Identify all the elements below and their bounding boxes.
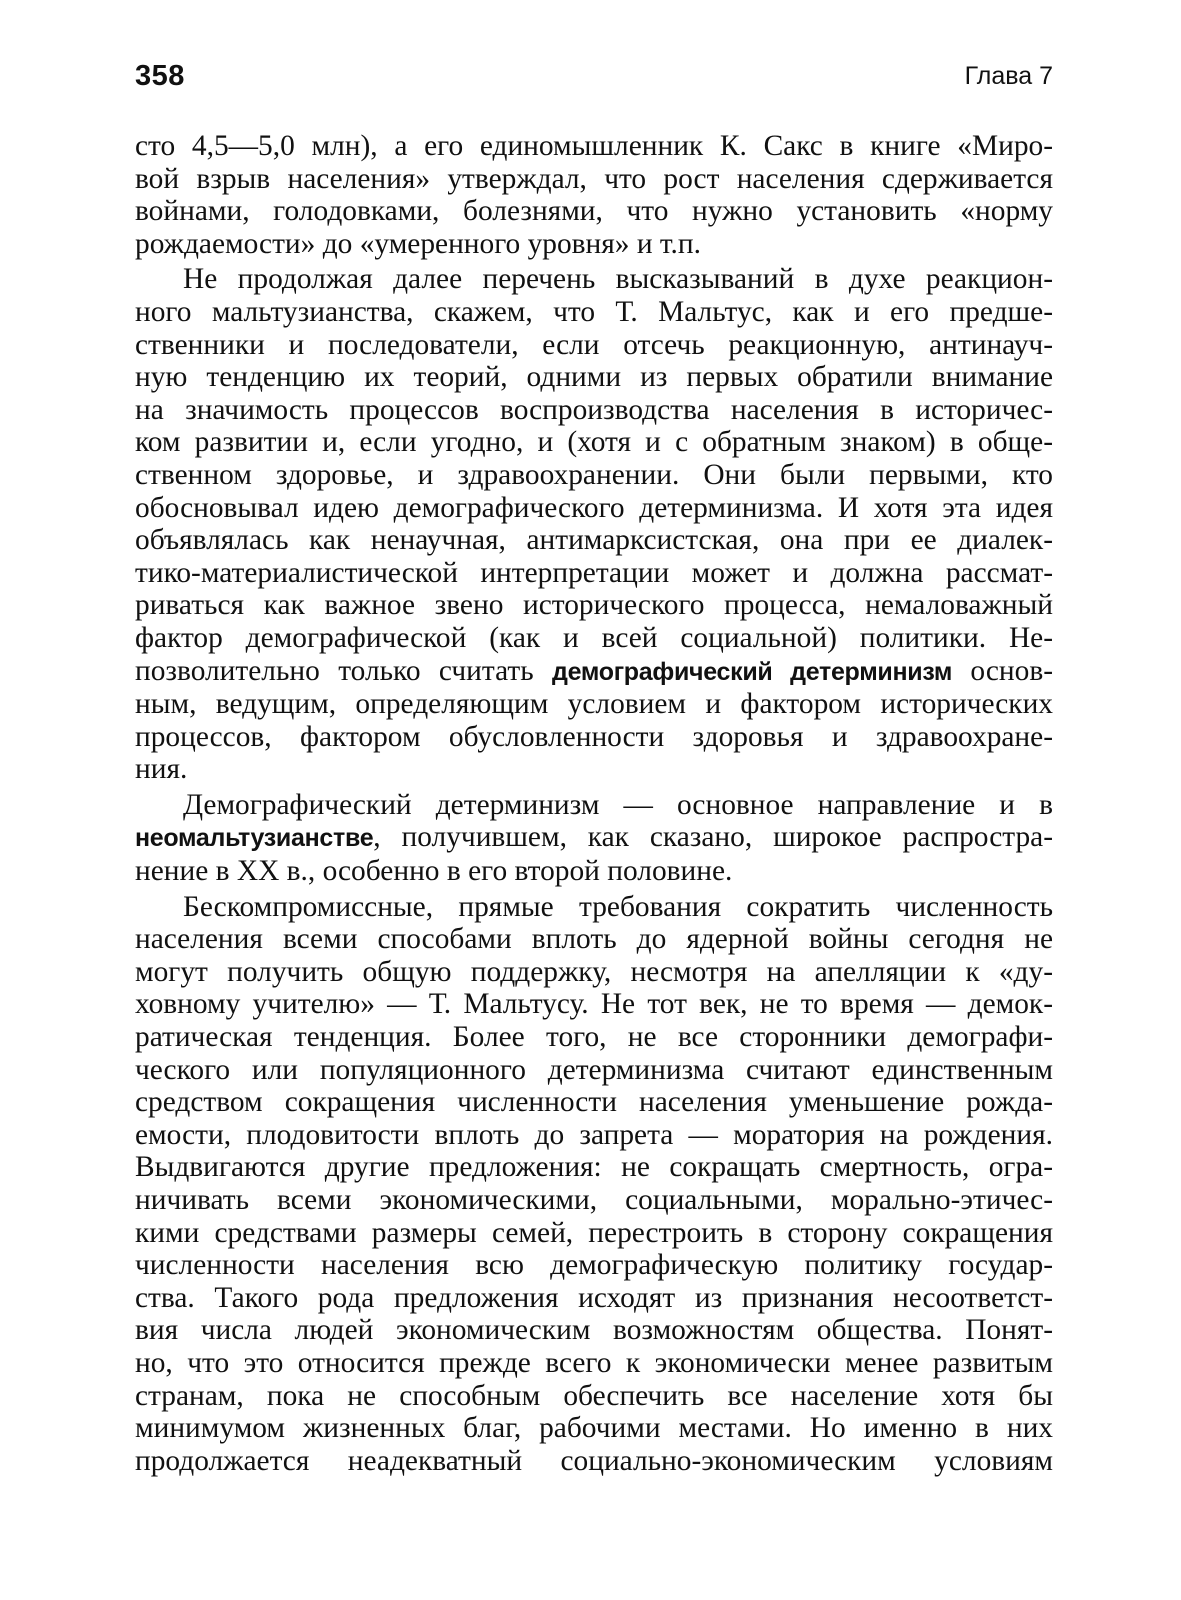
text-line: процессов, фактором обусловленности здоровья и здравоохране- (135, 720, 1053, 753)
text-line: вия числа людей экономическим возможностям общества. Понят- (135, 1314, 1053, 1347)
text-line (135, 821, 1053, 855)
text-line: ства. Такого рода предложения исходят из признания несоответст- (135, 1281, 1053, 1314)
body-text (135, 130, 1053, 1480)
text-line: ную тенденцию их теорий, одними из первых обратили внимание (135, 361, 1053, 394)
text-line: вой взрыв населения» утверждал, что рост населения сдерживается (135, 162, 1053, 195)
text-line: Выдвигаются другие предложения: не сокращать смертность, огра- (135, 1151, 1053, 1184)
text-line: ховному учителю» — Т. Мальтусу. Не тот век, не то время — демок- (135, 988, 1053, 1021)
text-line: ком развитии и, если угодно, и (хотя и с обратным знаком) в обще- (135, 426, 1053, 459)
text-line: войнами, голодовками, болезнями, что нужно установить «норму (135, 195, 1053, 228)
text-line: тико-материалистической интерпретации может и должна рассмат- (135, 556, 1053, 589)
text-line: риваться как важное звено исторического процесса, немаловажный (135, 589, 1053, 622)
text-fragment: , получившем, как сказано, широкое распростра- (373, 821, 1053, 854)
text-line: странам, пока не способным обеспечить все население хотя бы (135, 1379, 1053, 1412)
chapter-label: Глава 7 (964, 62, 1053, 90)
text-fragment: позволительно только считать (135, 654, 553, 687)
text-line: ственном здоровье, и здравоохранении. Они были первыми, кто (135, 458, 1053, 491)
text-line: ния. (135, 753, 188, 786)
text-line: Не продолжая далее перечень высказываний в духе реакцион- (183, 263, 1053, 296)
bold-term: неомальтузианстве (135, 824, 374, 853)
text-line: сто 4,5—5,0 млн), а его единомышленник К. Сакс в книге «Миро- (135, 130, 1053, 162)
text-line: средством сокращения численности населения уменьшение рожда- (135, 1086, 1053, 1119)
text-line: фактор демографической (как и всей социальной) политики. Не- (135, 621, 1053, 654)
page-number: 358 (135, 60, 185, 92)
text-line: кими средствами размеры семей, перестроить в сторону сокращения (135, 1216, 1053, 1249)
text-line: ным, ведущим, определяющим условием и фактором исторических (135, 688, 1053, 721)
text-line: Демографический детерминизм — основное направление и в (183, 788, 1053, 821)
text-line: рождаемости» до «умеренного уровня» и т.п. (135, 227, 701, 260)
text-line: ческого или популяционного детерминизма считают единственным (135, 1053, 1053, 1086)
text-line: численности населения всю демографическую политику государ- (135, 1249, 1053, 1282)
text-line: ратическая тенденция. Более того, не все сторонники демографи- (135, 1021, 1053, 1054)
text-line: но, что это относится прежде всего к экономически менее развитым (135, 1346, 1053, 1379)
text-line (135, 655, 1053, 689)
text-line: нение в XX в., особенно в его второй половине. (135, 855, 733, 888)
text-line: могут получить общую поддержку, несмотря на апелляции к «ду- (135, 955, 1053, 988)
text-line: ничивать всеми экономическими, социальными, морально-этичес- (135, 1184, 1053, 1216)
text-line: населения всеми способами вплоть до ядерной войны сегодня не (135, 923, 1053, 956)
paragraph-2 (135, 263, 1053, 786)
text-line: Бескомпромиссные, прямые требования сократить численность (183, 890, 1053, 923)
paragraph-1 (135, 130, 1053, 260)
running-header (135, 60, 1053, 100)
text-fragment: основ- (952, 654, 1053, 687)
paragraph-4 (135, 891, 1053, 1478)
paragraph-3 (135, 789, 1053, 888)
text-line: объявлялась как ненаучная, антимарксистская, она при ее диалек- (135, 524, 1053, 557)
text-line: продолжается неадекватный социально-экономическим условиям (135, 1444, 1053, 1477)
text-line: ственники и последователи, если отсечь реакционную, антинауч- (135, 328, 1053, 361)
text-line: емости, плодовитости вплоть до запрета — моратория на рождения. (135, 1118, 1053, 1151)
bold-term: демографический детерминизм (552, 657, 953, 686)
text-line: обосновывал идею демографического детерминизма. И хотя эта идея (135, 491, 1053, 524)
text-line: минимумом жизненных благ, рабочими местами. Но именно в них (135, 1412, 1053, 1445)
text-line: ного мальтузианства, скажем, что Т. Мальтус, как и его предше- (135, 295, 1053, 328)
text-line: на значимость процессов воспроизводства населения в историчес- (135, 393, 1053, 426)
